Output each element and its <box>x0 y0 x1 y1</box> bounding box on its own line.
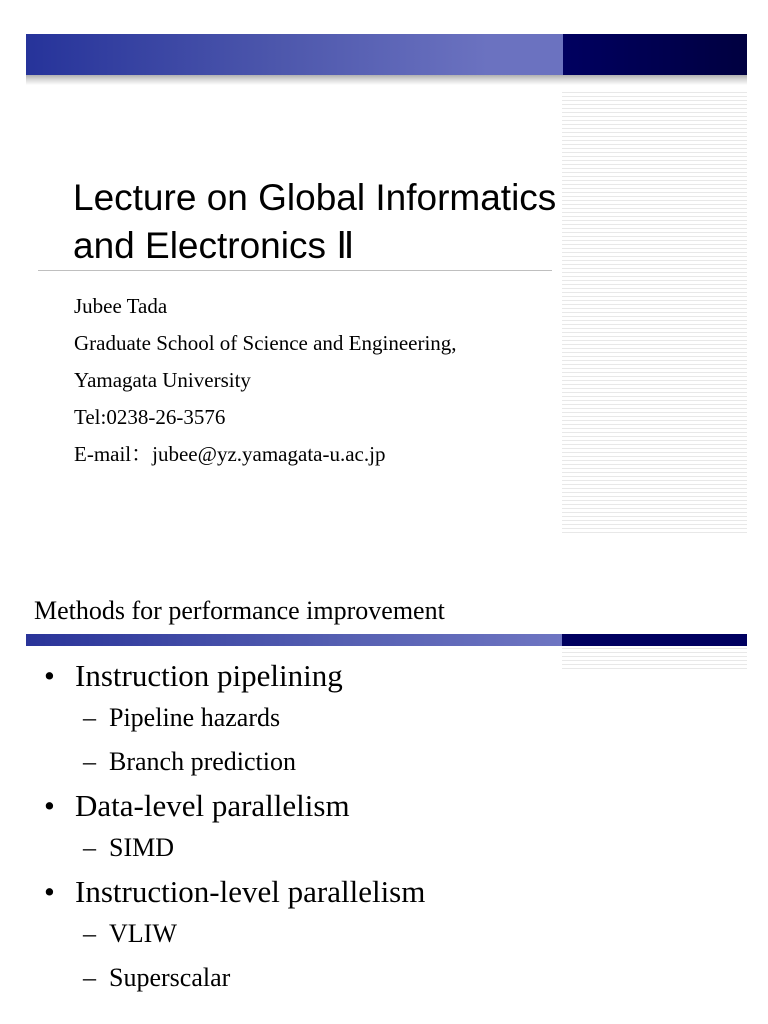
bullet-item <box>44 786 425 826</box>
sub-item-marker: – <box>83 963 96 992</box>
sub-item <box>44 956 425 1000</box>
slide2-header-band-gradient <box>26 634 562 646</box>
author-affiliation: Graduate School of Science and Engineering, <box>74 331 457 355</box>
sub-item <box>44 696 425 740</box>
sub-item-marker: – <box>83 833 96 862</box>
bullet-marker: • <box>44 874 55 909</box>
slide-title <box>73 174 557 270</box>
bullet-item <box>44 872 425 912</box>
bullet-label: Instruction-level parallelism <box>75 874 426 909</box>
sub-item-marker: – <box>83 747 96 776</box>
author-email: E-mail：jubee@yz.yamagata-u.ac.jp <box>74 442 386 466</box>
sub-item-marker: – <box>83 703 96 732</box>
sub-item-label: Pipeline hazards <box>109 703 281 732</box>
sub-item <box>44 740 425 784</box>
sub-item-label: Branch prediction <box>109 747 296 776</box>
header-band-shadow <box>26 75 747 85</box>
slide-title-line-1: Lecture on Global Informatics <box>73 177 557 218</box>
bullet-list <box>44 656 425 1000</box>
bullet-label: Instruction pipelining <box>75 658 343 693</box>
slide2-title: Methods for performance improvement <box>34 596 445 625</box>
sub-item <box>44 826 425 870</box>
title-divider <box>38 270 552 271</box>
author-tel: Tel:0238-26-3576 <box>74 405 226 429</box>
bullet-marker: • <box>44 788 55 823</box>
author-name: Jubee Tada <box>74 294 168 318</box>
slide-title-line-2: and Electronics Ⅱ <box>73 225 355 266</box>
bullet-item <box>44 656 425 696</box>
slide2-decorative-stripes <box>562 648 747 670</box>
decorative-stripes <box>562 92 747 536</box>
title-slide-header-band <box>26 34 747 75</box>
sub-item-label: Superscalar <box>109 963 231 992</box>
author-university: Yamagata University <box>74 368 251 392</box>
bullet-label: Data-level parallelism <box>75 788 350 823</box>
sub-item-label: SIMD <box>109 833 175 862</box>
sub-item-label: VLIW <box>109 919 177 948</box>
author-info <box>74 288 457 473</box>
sub-item-marker: – <box>83 919 96 948</box>
bullet-marker: • <box>44 658 55 693</box>
sub-item <box>44 912 425 956</box>
